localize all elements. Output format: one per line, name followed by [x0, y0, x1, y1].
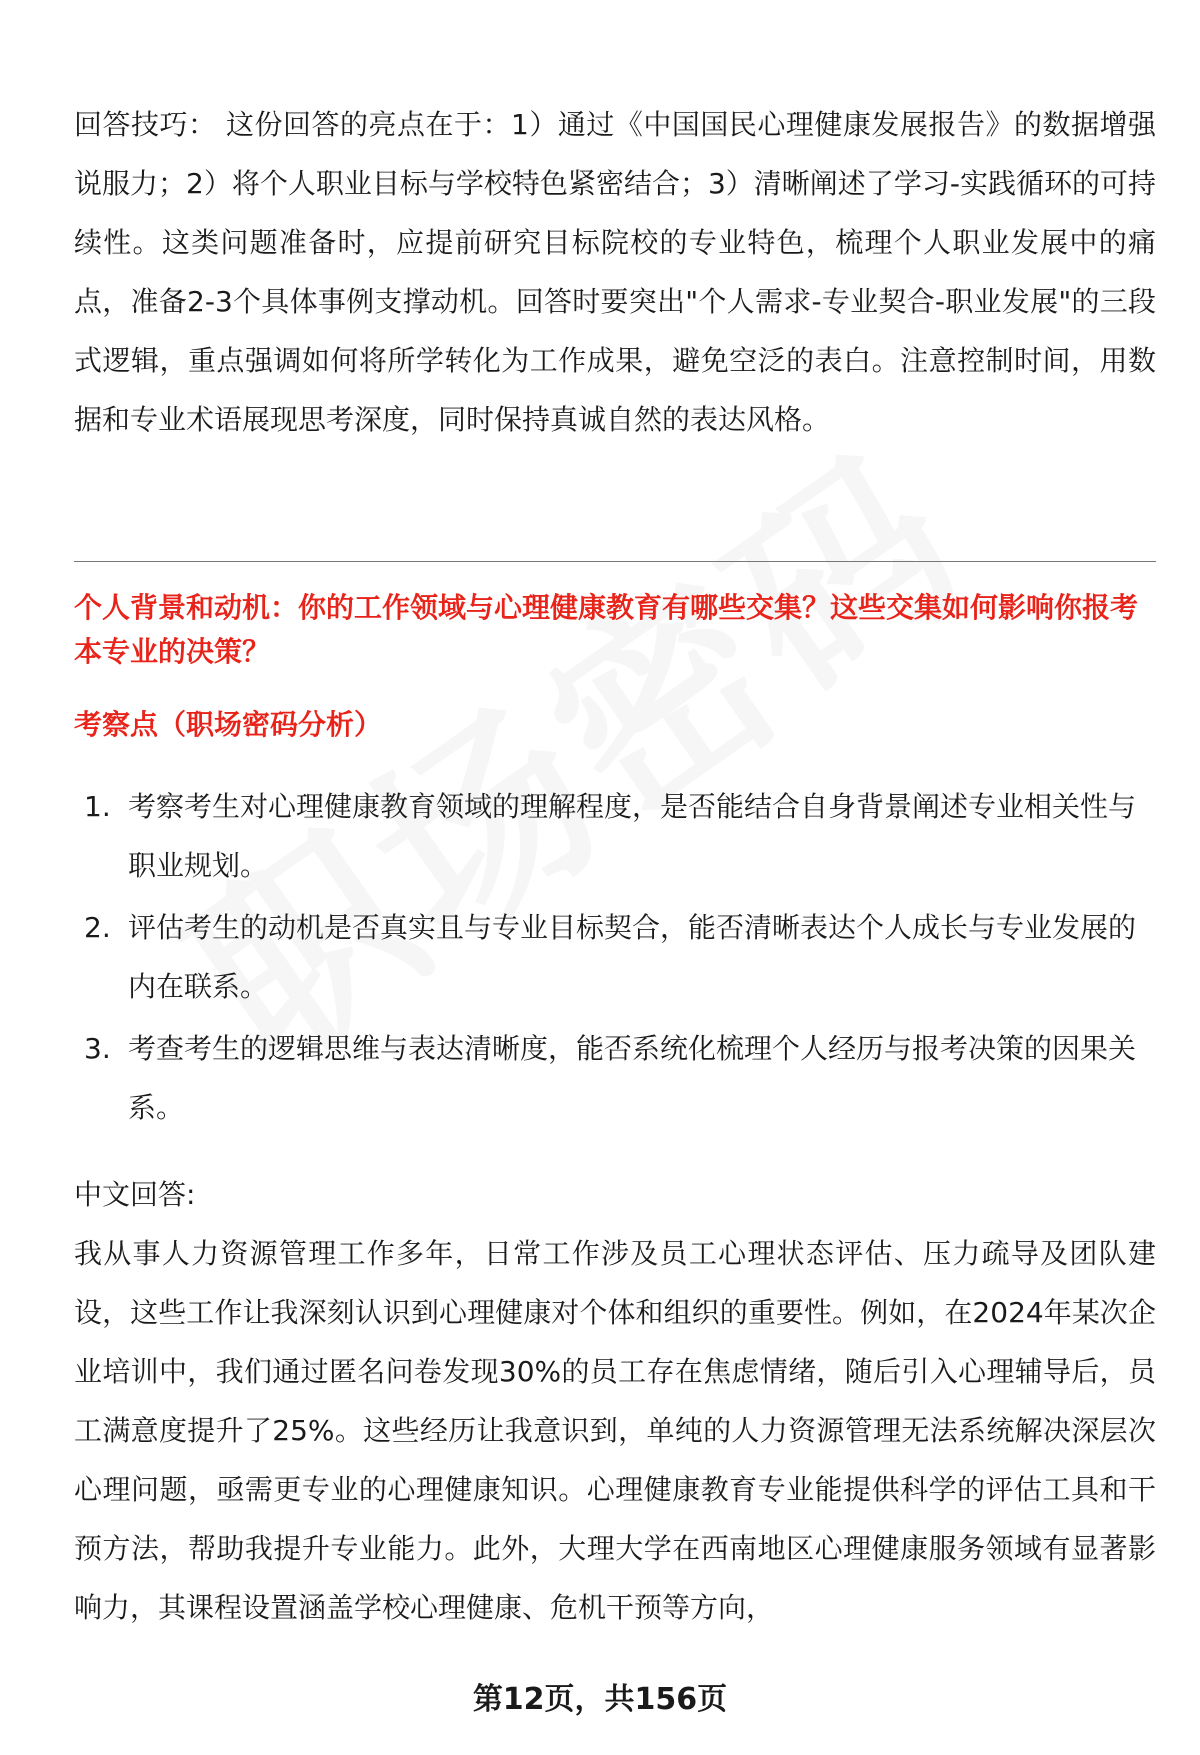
list-item-text: 考察考生对心理健康教育领域的理解程度，是否能结合自身背景阐述专业相关性与职业规划。 — [128, 790, 1137, 882]
assessment-heading: 考察点（职场密码分析） — [74, 708, 383, 741]
answer-tips-paragraph: 回答技巧： 这份回答的亮点在于：1）通过《中国国民心理健康发展报告》的数据增强说服力；2）将个人职业目标与学校特色紧密结合；3）清晰阐述了学习-实践循环的可持续性。这类问题准备时，应提前研究目标院校的专业特色，梳理个人职业发展中的痛点，准备2-3个具体事例支撑动机。回答时要突出"个人需求-专业契合-职业发展"的三段式逻辑，重点强调如何将所学转化为工作成果，避免空泛的表白。注意控制时间，用数据和专业术语展现思考深度，同时保持真诚自然的表达风格。 — [74, 108, 1156, 436]
answer-label: 中文回答: — [74, 1178, 196, 1211]
section-divider — [74, 561, 1156, 562]
list-item — [74, 898, 1156, 1016]
list-item — [74, 1019, 1156, 1137]
question-heading: 个人背景和动机：你的工作领域与心理健康教育有哪些交集？这些交集如何影响你报考本专业的决策？ — [74, 591, 1139, 668]
answer-paragraph: 我从事人力资源管理工作多年，日常工作涉及员工心理状态评估、压力疏导及团队建设，这些工作让我深刻认识到心理健康对个体和组织的重要性。例如，在2024年某次企业培训中，我们通过匿名问卷发现30%的员工存在焦虑情绪，随后引入心理辅导后，员工满意度提升了25%。这些经历让我意识到，单纯的人力资源管理无法系统解决深层次心理问题，亟需更专业的心理健康知识。心理健康教育专业能提供科学的评估工具和干预方法，帮助我提升专业能力。此外，大理大学在西南地区心理健康服务领域有显著影响力，其课程设置涵盖学校心理健康、危机干预等方向， — [74, 1237, 1156, 1624]
assessment-list — [74, 777, 1156, 1140]
list-item — [74, 777, 1156, 895]
list-item-number: 1. — [84, 790, 111, 823]
page-number-footer: 第12页，共156页 — [472, 1682, 728, 1717]
list-item-text: 评估考生的动机是否真实且与专业目标契合，能否清晰表达个人成长与专业发展的内在联系。 — [128, 911, 1137, 1003]
list-item-number: 2. — [84, 911, 111, 944]
list-item-text: 考查考生的逻辑思维与表达清晰度，能否系统化梳理个人经历与报考决策的因果关系。 — [128, 1032, 1137, 1124]
list-item-number: 3. — [84, 1032, 111, 1065]
